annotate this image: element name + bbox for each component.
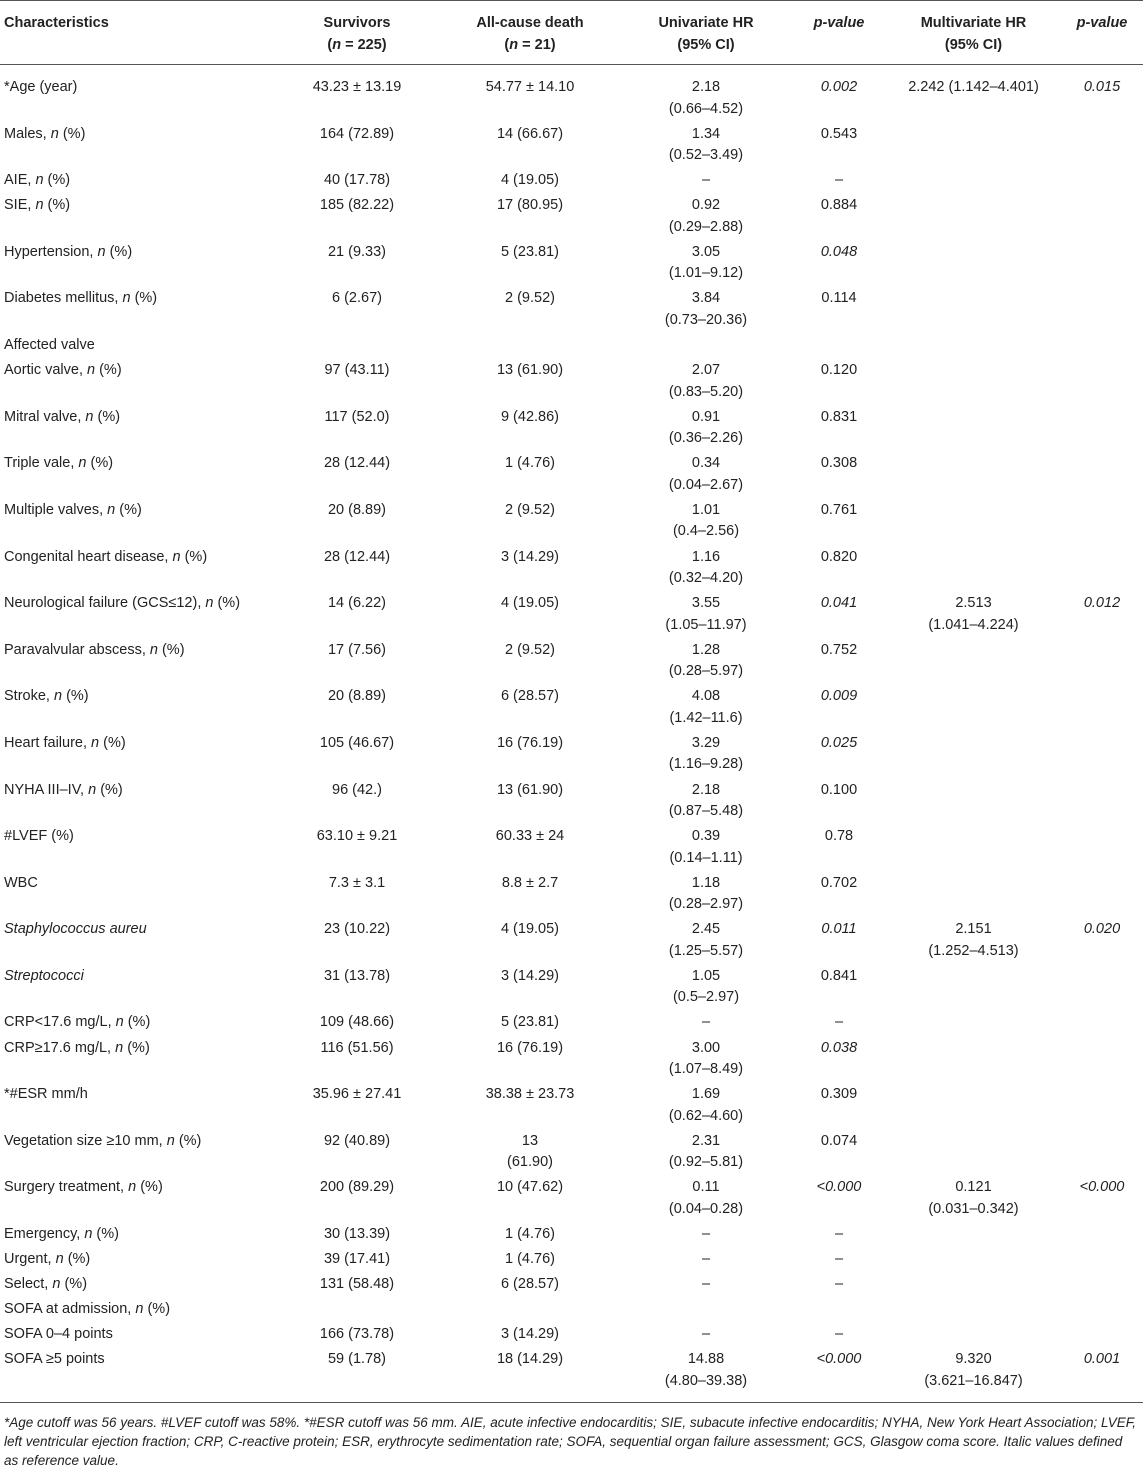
cell-death: 13 (61.90) (496, 362, 564, 379)
cell-multivariate-hr (886, 547, 1061, 594)
cell-univariate-hr: 3.05 (1.01–9.12) (668, 243, 744, 282)
cell-univariate-p: <0.000 (816, 1179, 862, 1196)
cell-multivariate-p (1061, 1224, 1143, 1249)
cell-multivariate-hr (886, 170, 1061, 195)
cell-univariate-hr: 0.92 (0.29–2.88) (668, 197, 744, 235)
cell-characteristic: Heart failure, n (%) (4, 734, 126, 751)
cell-survivors: 200 (89.29) (319, 1179, 395, 1196)
cell-univariate-p: 0.761 (820, 501, 858, 518)
table-row (0, 1084, 1143, 1131)
cell-univariate-hr: 1.18 (0.28–2.97) (668, 874, 744, 913)
cell-multivariate-hr (886, 780, 1061, 827)
table-row (0, 1177, 1143, 1224)
cell-death: 4 (19.05) (500, 595, 560, 612)
cell-multivariate-hr (886, 733, 1061, 780)
cell-death (440, 335, 620, 360)
cell-characteristic: Urgent, n (%) (4, 1251, 91, 1268)
table-row (0, 195, 1143, 242)
cell-death: 10 (47.62) (496, 1179, 564, 1196)
cell-characteristic: SOFA 0–4 points (4, 1326, 113, 1343)
cell-characteristic: WBC (4, 874, 38, 891)
cell-multivariate-p (1061, 547, 1143, 594)
cell-univariate-p: 0.009 (820, 688, 858, 705)
cell-multivariate-p (1061, 826, 1143, 873)
cell-death: 16 (76.19) (496, 1039, 564, 1056)
cell-multivariate-hr: 2.242 (1.142–4.401) (908, 79, 1039, 95)
cell-multivariate-hr (886, 500, 1061, 547)
cell-multivariate-hr (886, 1299, 1061, 1324)
cell-univariate-p: 0.074 (820, 1132, 858, 1149)
cell-multivariate-p (1061, 1012, 1143, 1037)
cell-multivariate-p (1061, 686, 1143, 733)
cell-death: 6 (28.57) (500, 688, 560, 705)
cell-multivariate-p (1061, 640, 1143, 687)
cell-multivariate-hr (886, 1012, 1061, 1037)
header-survivors-n: (n = 225) (327, 36, 387, 53)
cell-characteristic: Males, n (%) (4, 125, 86, 142)
cell-multivariate-p (1061, 1274, 1143, 1299)
table-row (0, 360, 1143, 407)
table-row (0, 65, 1143, 124)
cell-univariate-hr: 0.91 (0.36–2.26) (668, 408, 744, 447)
cell-multivariate-p (1061, 335, 1143, 360)
cell-multivariate-p (1061, 1084, 1143, 1131)
cell-survivors (274, 335, 440, 360)
cell-characteristic: Stroke, n (%) (4, 688, 89, 705)
cell-univariate-hr: 3.55 (1.05–11.97) (665, 595, 747, 633)
cell-univariate-hr: 1.34 (0.52–3.49) (668, 125, 744, 164)
cell-univariate-hr: – (701, 1014, 711, 1031)
cell-multivariate-hr (886, 335, 1061, 360)
cell-survivors: 109 (48.66) (319, 1014, 395, 1031)
cell-death: 5 (23.81) (500, 1014, 560, 1031)
cell-characteristic: SOFA ≥5 points (0, 1349, 274, 1403)
table-row (0, 1224, 1143, 1249)
cell-multivariate-hr (886, 124, 1061, 171)
cell-characteristic: Multiple valves, n (%) (4, 501, 142, 518)
cell-multivariate-p (1061, 966, 1143, 1013)
cell-univariate-p: – (834, 1276, 844, 1293)
cell-death: 13 (61.90) (496, 781, 564, 798)
cell-death: 4 (19.05) (500, 921, 560, 938)
cell-death: 9 (42.86) (500, 408, 560, 425)
cell-univariate-p: 0.011 (821, 921, 857, 938)
cell-death: 60.33 ± 24 (495, 828, 565, 845)
cell-multivariate-p (1061, 124, 1143, 171)
table-row (0, 1249, 1143, 1274)
cell-survivors: 6 (2.67) (332, 290, 382, 307)
cell-multivariate-hr (886, 1038, 1061, 1085)
cell-univariate-p: 0.702 (820, 874, 858, 891)
cell-multivariate-hr (886, 686, 1061, 733)
cell-characteristic: NYHA III–IV, n (%) (4, 781, 123, 798)
cell-univariate-p: 0.309 (820, 1086, 858, 1103)
cell-death: 4 (19.05) (500, 172, 560, 189)
cell-multivariate-p (1061, 360, 1143, 407)
table-row (0, 919, 1143, 966)
cell-survivors: 117 (52.0) (324, 408, 390, 425)
table-body (0, 65, 1143, 1403)
cell-characteristic: Vegetation size ≥10 mm, n (%) (4, 1132, 202, 1149)
table-row (0, 780, 1143, 827)
cell-univariate-hr: 1.28 (0.28–5.97) (668, 641, 744, 680)
cell-multivariate-hr: 9.320 (3.621–16.847) (886, 1349, 1061, 1403)
table-row (0, 500, 1143, 547)
cell-characteristic: *#ESR mm/h (4, 1086, 88, 1103)
cell-univariate-p: 0.002 (820, 79, 858, 95)
cell-univariate-hr: 1.05 (0.5–2.97) (672, 967, 740, 1006)
cell-univariate-hr: 1.01 (0.4–2.56) (672, 501, 740, 540)
cell-characteristic: Emergency, n (%) (4, 1225, 119, 1242)
cell-multivariate-hr: 2.151 (1.252–4.513) (928, 921, 1019, 959)
cell-univariate-hr: 2.18 (0.66–4.52) (668, 79, 744, 117)
table-row (0, 170, 1143, 195)
header-death-n: (n = 21) (504, 36, 556, 53)
cell-univariate-p: 0.543 (820, 125, 858, 142)
cell-univariate-hr: 14.88 (4.80–39.38) (620, 1349, 792, 1403)
cell-survivors: 21 (9.33) (327, 243, 387, 260)
cell-univariate-p: 0.884 (820, 197, 858, 214)
table-row (0, 966, 1143, 1013)
cell-survivors: 97 (43.11) (324, 362, 390, 379)
cell-multivariate-p (1061, 1038, 1143, 1085)
cell-death: 3 (14.29) (500, 1326, 560, 1343)
cell-death: 2 (9.52) (505, 290, 555, 307)
cell-survivors: 116 (51.56) (320, 1039, 394, 1056)
cell-survivors: 20 (8.89) (327, 688, 387, 705)
cell-death: 13 (61.90) (507, 1132, 553, 1171)
cell-univariate-p: 0.114 (821, 290, 857, 307)
cell-death: 1 (4.76) (505, 455, 555, 472)
cell-multivariate-hr (886, 195, 1061, 242)
cell-survivors: 17 (7.56) (327, 641, 387, 658)
cell-multivariate-hr (886, 453, 1061, 500)
cell-multivariate-p: 0.012 (1083, 595, 1121, 612)
cell-survivors: 59 (1.78) (274, 1349, 440, 1403)
cell-characteristic: Paravalvular abscess, n (%) (4, 641, 185, 658)
cell-characteristic: Affected valve (4, 337, 95, 354)
table-footnote: *Age cutoff was 56 years. #LVEF cutoff was 58%. *#ESR cutoff was 56 mm. AIE, acute infective endocarditis; SIE, subacute infective endocarditis; NYHA, New York Heart Association; LVEF, left ventricular ejection fraction; CRP, C-reactive protein; ESR, erythrocyte sedimentation rate; SOFA, sequential organ failure assessment; GCS, Glasgow coma score. Italic values defined as reference value. (4, 1415, 1137, 1469)
cell-univariate-p: 0.048 (820, 243, 858, 260)
cell-multivariate-p (1061, 873, 1143, 920)
cell-univariate-p (792, 335, 886, 360)
cell-death: 14 (66.67) (496, 125, 564, 142)
cell-characteristic: Congenital heart disease, n (%) (4, 548, 208, 565)
cell-death: 2 (9.52) (505, 641, 555, 658)
cell-survivors: 7.3 ± 3.1 (328, 874, 386, 891)
cell-death: 3 (14.29) (500, 548, 560, 565)
cell-survivors: 20 (8.89) (327, 501, 387, 518)
cell-univariate-hr: 0.39 (0.14–1.11) (669, 828, 743, 866)
cell-survivors: 28 (12.44) (323, 548, 391, 565)
table-row (0, 547, 1143, 594)
cell-characteristic: Mitral valve, n (%) (4, 408, 121, 425)
cell-univariate-hr: 2.45 (1.25–5.57) (668, 921, 744, 959)
table-row (0, 640, 1143, 687)
cell-multivariate-hr: 2.513 (1.041–4.224) (928, 595, 1019, 633)
cell-survivors: 92 (40.89) (323, 1132, 391, 1149)
header-characteristics: Characteristics (0, 1, 274, 65)
header-multivariate-hr: Multivariate HR (95% CI) (886, 1, 1061, 65)
cell-multivariate-hr (886, 826, 1061, 873)
cell-multivariate-p: <0.000 (1079, 1179, 1125, 1196)
cell-multivariate-hr (886, 1249, 1061, 1274)
cell-characteristic: Select, n (%) (4, 1276, 88, 1293)
cell-survivors: 185 (82.22) (319, 197, 395, 214)
cell-univariate-hr: 3.84 (0.73–20.36) (664, 290, 748, 328)
cell-survivors: 23 (10.22) (323, 921, 391, 938)
cell-univariate-p: <0.000 (792, 1349, 886, 1403)
cell-multivariate-p (1061, 407, 1143, 454)
cell-multivariate-p (1061, 780, 1143, 827)
cell-multivariate-p (1061, 500, 1143, 547)
header-multivariate-p: p-value (1061, 1, 1143, 65)
cell-multivariate-p: 0.015 (1083, 79, 1121, 95)
table-row (0, 453, 1143, 500)
header-univariate-hr: Univariate HR (95% CI) (620, 1, 792, 65)
cell-death: 38.38 ± 23.73 (485, 1086, 575, 1103)
cell-multivariate-hr (886, 1131, 1061, 1178)
cell-death: 17 (80.95) (496, 197, 564, 214)
header-death: All-cause death (n = 21) (440, 1, 620, 65)
cell-multivariate-hr (886, 407, 1061, 454)
cell-survivors: 35.96 ± 27.41 (312, 1086, 402, 1103)
cell-multivariate-hr: 0.121 (0.031–0.342) (928, 1179, 1019, 1217)
cell-characteristic: CRP<17.6 mg/L, n (%) (4, 1014, 151, 1031)
cell-death: 54.77 ± 14.10 (485, 79, 575, 95)
cell-death (440, 1299, 620, 1324)
cell-multivariate-p (1061, 288, 1143, 335)
cell-univariate-p: 0.025 (820, 734, 858, 751)
cell-characteristic: Diabetes mellitus, n (%) (4, 290, 158, 307)
cell-univariate-p: – (834, 1014, 844, 1031)
cell-characteristic: Aortic valve, n (%) (4, 362, 122, 379)
cell-univariate-hr: 2.07 (0.83–5.20) (668, 362, 744, 400)
cell-survivors: 39 (17.41) (323, 1251, 391, 1268)
cell-univariate-hr: – (701, 1276, 711, 1293)
cell-univariate-hr: 2.31 (0.92–5.81) (668, 1132, 744, 1171)
cell-survivors: 166 (73.78) (319, 1326, 395, 1343)
cell-characteristic: #LVEF (%) (4, 828, 74, 845)
cell-univariate-p: – (834, 1326, 844, 1343)
cell-characteristic: Staphylococcus aureu (4, 921, 147, 938)
cell-univariate-hr: – (701, 1326, 711, 1343)
cell-univariate-p: 0.820 (820, 548, 858, 565)
cell-multivariate-hr (886, 242, 1061, 289)
cell-univariate-hr (620, 1299, 792, 1324)
cell-death: 1 (4.76) (505, 1251, 555, 1268)
cell-death: 5 (23.81) (500, 243, 560, 260)
header-univariate-p: p-value (792, 1, 886, 65)
cell-multivariate-p (1061, 195, 1143, 242)
cell-survivors: 131 (58.48) (319, 1276, 395, 1293)
cell-univariate-hr: 2.18 (0.87–5.48) (668, 781, 744, 819)
cell-death: 18 (14.29) (440, 1349, 620, 1403)
cell-death: 1 (4.76) (505, 1225, 555, 1242)
cell-univariate-hr: 3.00 (1.07–8.49) (668, 1039, 744, 1078)
cell-multivariate-p (1061, 170, 1143, 195)
cell-multivariate-hr (886, 360, 1061, 407)
cell-survivors (274, 1299, 440, 1324)
table-row (0, 1131, 1143, 1178)
cell-death: 2 (9.52) (505, 501, 555, 518)
cell-survivors: 164 (72.89) (319, 125, 395, 142)
cell-univariate-hr: 0.11 (0.04–0.28) (668, 1179, 744, 1217)
cell-survivors: 96 (42.) (332, 781, 382, 798)
table-row (0, 1299, 1143, 1324)
cell-survivors: 14 (6.22) (327, 595, 387, 612)
cell-univariate-p: 0.100 (820, 781, 858, 798)
cell-univariate-p: 0.831 (820, 408, 858, 425)
table-row (0, 242, 1143, 289)
cell-multivariate-p (1061, 1131, 1143, 1178)
table-row (0, 733, 1143, 780)
cell-characteristic: Hypertension, n (%) (4, 243, 133, 260)
table-row (0, 826, 1143, 873)
cell-multivariate-hr (886, 640, 1061, 687)
cell-survivors: 40 (17.78) (323, 172, 391, 189)
cell-univariate-p: 0.041 (820, 595, 858, 612)
cell-univariate-p: 0.752 (820, 641, 858, 658)
cell-death: 16 (76.19) (496, 734, 564, 751)
cell-characteristic: Neurological failure (GCS≤12), n (%) (4, 595, 241, 612)
cell-univariate-p: – (834, 1251, 844, 1268)
cell-univariate-p: – (834, 172, 844, 189)
table-row (0, 335, 1143, 360)
cell-univariate-p: 0.78 (824, 828, 854, 845)
table-row (0, 873, 1143, 920)
cell-characteristic: Streptococci (4, 967, 84, 984)
cell-multivariate-hr (886, 288, 1061, 335)
cell-univariate-hr: 1.16 (0.32–4.20) (668, 548, 744, 587)
table-row (0, 407, 1143, 454)
header-row (0, 1, 1143, 65)
cell-univariate-p: 0.120 (820, 362, 858, 379)
cell-multivariate-hr (886, 873, 1061, 920)
cell-multivariate-p (1061, 1249, 1143, 1274)
cell-univariate-hr: 1.69 (0.62–4.60) (668, 1086, 744, 1124)
table-row (0, 1349, 1143, 1403)
cell-characteristic: Surgery treatment, n (%) (4, 1179, 163, 1196)
cell-multivariate-p: 0.001 (1061, 1349, 1143, 1403)
table-row (0, 124, 1143, 171)
table-row (0, 1274, 1143, 1299)
cell-characteristic: CRP≥17.6 mg/L, n (%) (4, 1039, 150, 1056)
cell-death: 6 (28.57) (500, 1276, 560, 1293)
cell-multivariate-hr (886, 966, 1061, 1013)
cell-multivariate-p (1061, 242, 1143, 289)
cell-characteristic: Triple vale, n (%) (4, 455, 114, 472)
cell-multivariate-p: 0.020 (1083, 921, 1121, 938)
cell-univariate-p: 0.841 (820, 967, 858, 984)
cell-univariate-hr (620, 335, 792, 360)
cell-survivors: 31 (13.78) (323, 967, 391, 984)
cell-survivors: 105 (46.67) (319, 734, 395, 751)
cell-univariate-hr: – (701, 1251, 711, 1268)
cell-characteristic: SIE, n (%) (4, 197, 71, 214)
cell-univariate-hr: 0.34 (0.04–2.67) (668, 455, 744, 493)
cell-survivors: 28 (12.44) (323, 455, 391, 472)
cell-death: 8.8 ± 2.7 (501, 874, 559, 891)
table-header (0, 1, 1143, 65)
table-row (0, 686, 1143, 733)
cell-characteristic: SOFA at admission, n (%) (4, 1301, 171, 1318)
table-row (0, 593, 1143, 640)
cell-multivariate-p (1061, 453, 1143, 500)
cell-univariate-p: 0.038 (820, 1039, 858, 1056)
cell-multivariate-p (1061, 1324, 1143, 1349)
cell-survivors: 30 (13.39) (323, 1225, 391, 1242)
header-survivors: Survivors (n = 225) (274, 1, 440, 65)
cell-death: 3 (14.29) (500, 967, 560, 984)
cell-characteristic: *Age (year) (4, 79, 78, 95)
table-row (0, 1012, 1143, 1037)
cell-univariate-hr: – (701, 172, 711, 189)
cell-univariate-p: 0.308 (820, 455, 858, 472)
cell-multivariate-hr (886, 1224, 1061, 1249)
table-row (0, 1038, 1143, 1085)
table-row (0, 1324, 1143, 1349)
cell-univariate-hr: 4.08 (1.42–11.6) (669, 688, 743, 726)
table-row (0, 288, 1143, 335)
cell-survivors: 43.23 ± 13.19 (312, 79, 402, 95)
cell-multivariate-p (1061, 733, 1143, 780)
cell-multivariate-p (1061, 1299, 1143, 1324)
cell-univariate-hr: – (701, 1225, 711, 1242)
cell-characteristic: AIE, n (%) (4, 172, 71, 189)
cell-univariate-p (792, 1299, 886, 1324)
cell-multivariate-hr (886, 1084, 1061, 1131)
cell-survivors: 63.10 ± 9.21 (316, 828, 398, 845)
cell-univariate-hr: 3.29 (1.16–9.28) (668, 734, 744, 773)
cell-multivariate-hr (886, 1324, 1061, 1349)
cell-univariate-p: – (834, 1225, 844, 1242)
cell-multivariate-hr (886, 1274, 1061, 1299)
